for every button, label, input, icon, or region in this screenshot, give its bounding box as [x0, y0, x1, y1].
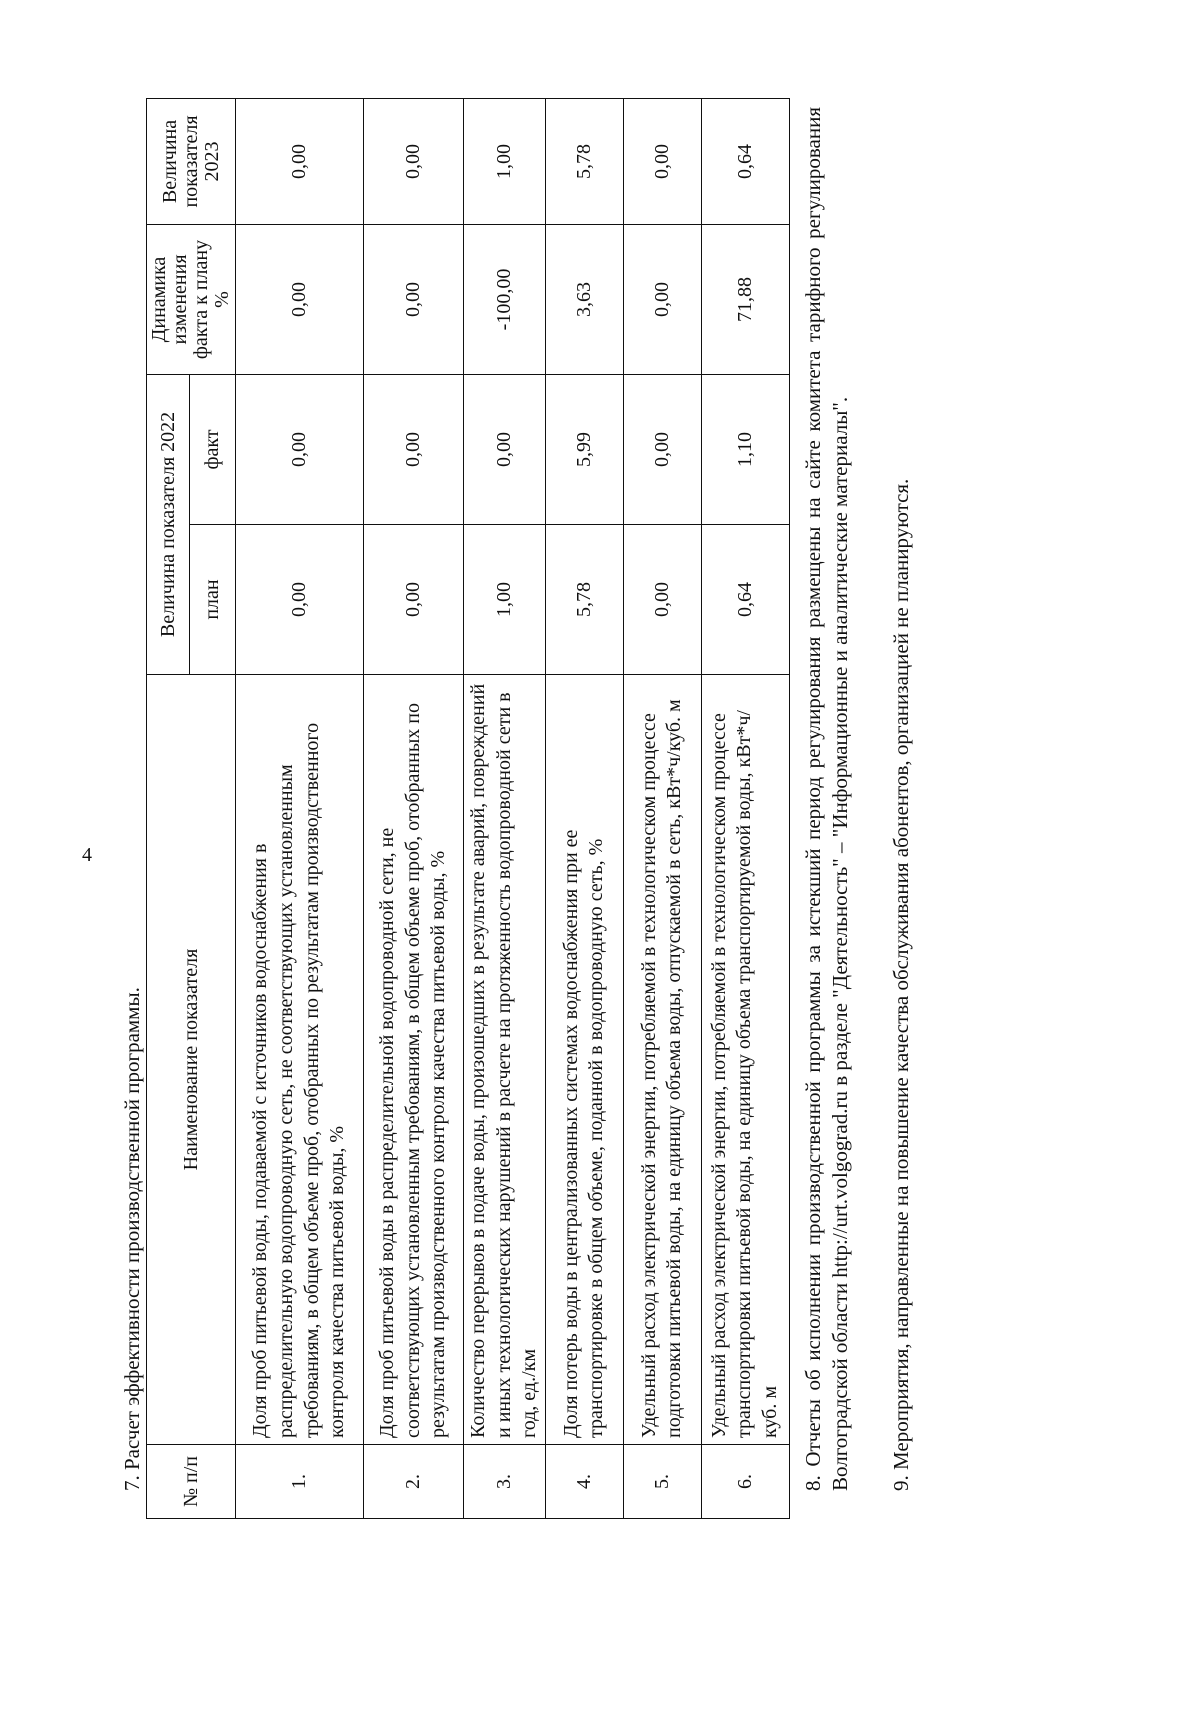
- indicator-name: Доля проб питьевой воды в распределительной водопроводной сети, не соответствующих установленным требованиям, в общем объеме проб, отобранных по результатам производственного контроля качества питьевой воды, %: [364, 675, 464, 1445]
- fact-value: 1,10: [701, 374, 789, 524]
- fact-value: 0,00: [236, 374, 364, 524]
- header-value-2022: Величина показателя 2022: [147, 374, 190, 674]
- plan-value: 0,64: [701, 525, 789, 675]
- table-row: [364, 98, 464, 1518]
- table-row: [623, 98, 701, 1518]
- header-name: Наименование показателя: [147, 675, 236, 1445]
- fact-value: 0,00: [364, 374, 464, 524]
- indicator-name: Удельный расход электрической энергии, потребляемой в технологическом процессе подготовки питьевой воды, на единицу объема воды, отпускаемой в сеть, кВт*ч/куб. м: [623, 675, 701, 1445]
- dynamics-value: 0,00: [623, 224, 701, 374]
- header-num: № п/п: [147, 1445, 236, 1519]
- page-number: 4: [82, 844, 92, 866]
- header-value-2023: Величина показателя 2023: [147, 98, 236, 224]
- value-2023: 0,64: [701, 98, 789, 224]
- row-number: 6.: [701, 1445, 789, 1519]
- value-2023: 1,00: [464, 98, 546, 224]
- row-number: 3.: [464, 1445, 546, 1519]
- value-2023: 0,00: [623, 98, 701, 224]
- value-2023: 0,00: [236, 98, 364, 224]
- efficiency-table: [146, 98, 790, 1519]
- section-8-paragraph: 8. Отчеты об исполнении производственной программы за истекший период регулирования размещены на сайте комитета тарифного регулирования Волгоградской области http://urt.volgograd.ru в разделе "Деятельность" – "Информационные и аналитические материалы".: [801, 107, 853, 1491]
- fact-value: 0,00: [623, 374, 701, 524]
- dynamics-value: 3,63: [545, 224, 623, 374]
- table-row: [545, 98, 623, 1518]
- dynamics-value: 0,00: [364, 224, 464, 374]
- table-row: [236, 98, 364, 1518]
- plan-value: 0,00: [236, 525, 364, 675]
- fact-value: 0,00: [464, 374, 546, 524]
- value-2023: 0,00: [364, 98, 464, 224]
- dynamics-value: -100,00: [464, 224, 546, 374]
- dynamics-value: 0,00: [236, 224, 364, 374]
- indicator-name: Доля проб питьевой воды, подаваемой с источников водоснабжения в распределительную водопроводную сеть, не соответствующих установленным требованиям, в общем объеме проб, отобранных по результатам производственного контроля качества питьевой воды, %: [236, 675, 364, 1445]
- table-row: [464, 98, 546, 1518]
- plan-value: 0,00: [364, 525, 464, 675]
- row-number: 4.: [545, 1445, 623, 1519]
- plan-value: 5,78: [545, 525, 623, 675]
- indicator-name: Удельный расход электрической энергии, потребляемой в технологическом процессе транспортировки питьевой воды, на единицу объема транспортируемой воды, кВт*ч/куб. м: [701, 675, 789, 1445]
- section-7-title: 7. Расчет эффективности производственной программы.: [120, 987, 144, 1491]
- value-2023: 5,78: [545, 98, 623, 224]
- dynamics-value: 71,88: [701, 224, 789, 374]
- row-number: 1.: [236, 1445, 364, 1519]
- indicator-name: Доля потерь воды в централизованных системах водоснабжения при ее транспортировке в общем объеме, поданной в водопроводную сеть, %: [545, 675, 623, 1445]
- table-row: [701, 98, 789, 1518]
- plan-value: 1,00: [464, 525, 546, 675]
- indicator-name: Количество перерывов в подаче воды, произошедших в результате аварий, повреждений и иных технологических нарушений в расчете на протяженность водопроводной сети в год, ед./км: [464, 675, 546, 1445]
- header-dynamics: Динамика изменения факта к плану %: [147, 224, 236, 374]
- header-fact: факт: [190, 374, 236, 524]
- fact-value: 5,99: [545, 374, 623, 524]
- row-number: 5.: [623, 1445, 701, 1519]
- plan-value: 0,00: [623, 525, 701, 675]
- section-9-paragraph: 9. Мероприятия, направленные на повышение качества обслуживания абонентов, организацией не планируются.: [889, 478, 913, 1491]
- header-plan: план: [190, 525, 236, 675]
- row-number: 2.: [364, 1445, 464, 1519]
